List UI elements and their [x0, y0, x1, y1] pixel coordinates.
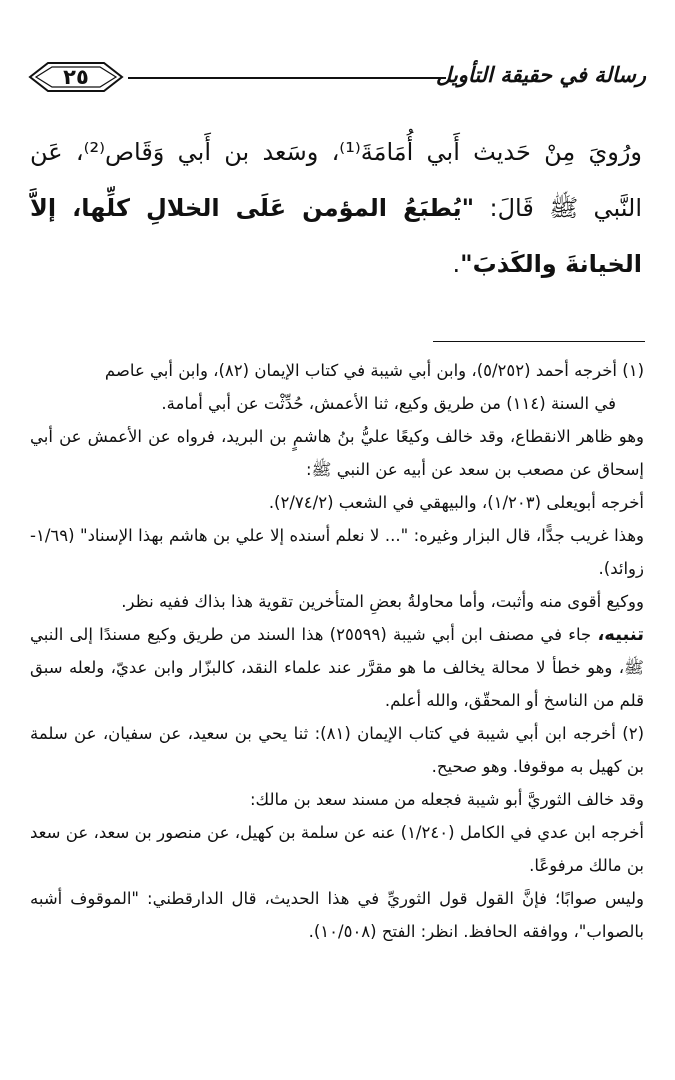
- footnote-2-paragraph: (٢) أخرجه ابن أبي شيبة في كتاب الإيمان (٨١): ثنا يحي بن سعيد، عن سفيان، عن سلمة بن كهيل به موقوفا. وهو صحيح.: [30, 724, 645, 776]
- footnote-1-line: (١) أخرجه أحمد (٥/٢٥٢)، وابن أبي شيبة في كتاب الإيمان (٨٢)، وابن أبي عاصم: [104, 361, 644, 380]
- note-text: جاء في مصنف ابن أبي شيبة (٢٥٥٩٩) هذا السند من طريق وكيع مسندًا إلى النبي ﷺ، وهو خطأ لا محالة يخالف ما هو مقرَّر عند علماء النقد، كالبزّار وابن عديّ، ولعله سبق قلم من الناسخ أو المحقّق، والله أعلم.: [30, 625, 644, 710]
- book-title: رسالة في حقيقة التأويل: [436, 63, 646, 87]
- main-paragraph: [30, 124, 642, 292]
- footnote-paragraph: في السنة (١١٤) من طريق وكيع، ثنا الأعمش، حُدِّثْت عن أبي أمامة.: [161, 394, 616, 413]
- main-line-1: ورُويَ مِنْ حَديث أَبي أُمَامَةَ⁽¹⁾، وسَعد بن أَبي وَقَاص⁽²⁾، عَن: [30, 138, 643, 166]
- footnote-separator: [433, 341, 645, 342]
- footnote-paragraph: أخرجه أبويعلى (١/٢٠٣)، والبيهقي في الشعب (٢/٧٤/٢).: [268, 493, 644, 512]
- footnote-note-paragraph: [30, 618, 644, 717]
- footnote-paragraph: وهو ظاهر الانقطاع، وقد خالف وكيعًا عليُّ بنُ هاشمٍ بن البريد، فرواه عن الأعمش عن أبي إسحاق عن مصعب بن سعد عن أبيه عن النبي ﷺ:: [30, 427, 644, 479]
- footnotes: [30, 354, 644, 948]
- running-header: [26, 58, 646, 98]
- page-number-badge: [26, 58, 126, 96]
- header-rule: [128, 77, 446, 79]
- page-number: ٢٥: [63, 65, 89, 89]
- footnote-paragraph: ووكيع أقوى منه وأثبت، وأما محاولةُ بعضِ المتأخرين تقوية هذا بذاك ففيه نظر.: [121, 592, 644, 611]
- note-label: تنبيه،: [597, 624, 645, 645]
- hadith-quote: "يُطبَعُ المؤمن عَلَى الخلالِ كلِّها، إلاَّ الخيانةَ والكَذبَ": [30, 194, 642, 278]
- footnote-paragraph: أخرجه ابن عدي في الكامل (١/٢٤٠) عنه عن سلمة بن كهيل، عن منصور بن سعد، عن سعد بن مالك مرفوعًا.: [30, 823, 644, 875]
- main-line-end: .: [452, 250, 461, 278]
- footnote-paragraph: وليس صوابًا؛ فإنَّ القول قول الثوريِّ في هذا الحديث، قال الدارقطني: "الموقوف أشبه بالصواب"، ووافقه الحافظ. انظر: الفتح (١٠/٥٠٨).: [30, 889, 644, 941]
- footnote-paragraph: وهذا غريب جدًّا، قال البزار وغيره: "... لا نعلم أسنده إلا علي بن هاشم بهذا الإسناد" (١/٦٩- زوائد).: [30, 526, 644, 578]
- main-line-2-prefix: النَّبي ﷺ قَالَ:: [474, 194, 643, 222]
- footnote-paragraph: وقد خالف الثوريَّ أبو شيبة فجعله من مسند سعد بن مالك:: [250, 790, 644, 809]
